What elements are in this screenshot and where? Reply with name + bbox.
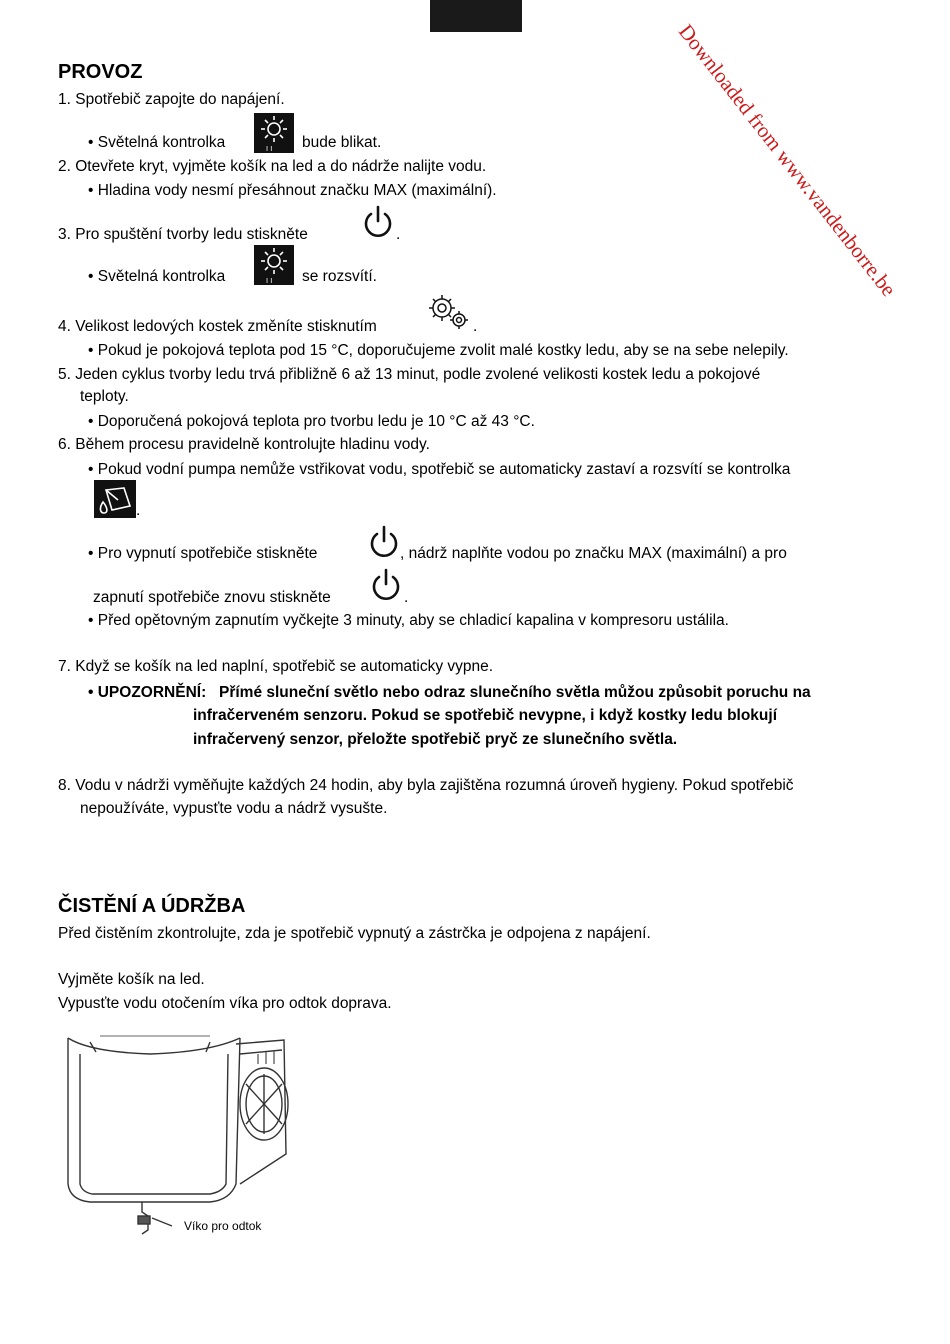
step-3: 3. Pro spuštění tvorby ledu stiskněte — [58, 226, 308, 243]
warning-line-1: Přímé sluneční světlo nebo odraz slunečního světla můžou způsobit poruchu na — [219, 684, 811, 701]
light-indicator-icon — [254, 113, 294, 153]
step-4-end: . — [473, 318, 478, 335]
step-2-note: • Hladina vody nesmí přesáhnout značku MAX (maximální). — [88, 182, 497, 199]
step-6-note-2-cont: zapnutí spotřebiče znovu stiskněte — [93, 589, 331, 606]
step-5: 5. Jeden cyklus tvorby ledu trvá přibližně 6 až 13 minut, podle zvolené velikosti kostek ledu a pokojové — [58, 366, 761, 383]
warning-line-3: infračervený senzor, přeložte spotřebič pryč ze slunečního světla. — [193, 731, 678, 748]
step-6-note-2-end: , nádrž naplňte vodou po značku MAX (maximální) a pro — [400, 545, 787, 562]
step-6: 6. Během procesu pravidelně kontrolujte hladinu vody. — [58, 436, 430, 453]
step-3-end: . — [396, 226, 401, 243]
step-1-note: • Světelná kontrolka — [88, 134, 226, 151]
step-7: 7. Když se košík na led naplní, spotřebič se automaticky vypne. — [58, 658, 494, 675]
watermark: Downloaded from www.vandenborre.be — [673, 19, 901, 301]
step-4-note: • Pokud je pokojová teplota pod 15 °C, doporučujeme zvolit malé kostky ledu, aby se na sebe nelepily. — [88, 342, 789, 359]
step-6-note-1-end: . — [136, 502, 141, 519]
ice-maker-illustration — [60, 1034, 300, 1246]
step-5-cont: teploty. — [80, 388, 129, 405]
step-2: 2. Otevřete kryt, vyjměte košík na led a do nádrže nalijte vodu. — [58, 158, 487, 175]
step-6-note-2: • Pro vypnutí spotřebiče stiskněte — [88, 545, 318, 562]
step-6-note-3: • Před opětovným zapnutím vyčkejte 3 minuty, aby se chladicí kapalina v kompresoru ustálila. — [88, 612, 729, 629]
step-1: 1. Spotřebič zapojte do napájení. — [58, 91, 285, 108]
step-8: 8. Vodu v nádrži vyměňujte každých 24 hodin, aby byla zajištěna rozumná úroveň hygieny. Pokud spotřebič — [58, 777, 794, 794]
section-title-provoz: PROVOZ — [58, 61, 143, 83]
cleaning-paragraph-1: Před čistěním zkontrolujte, zda je spotřebič vypnutý a zástrčka je odpojena z napájení. — [58, 925, 651, 942]
step-3-note: • Světelná kontrolka — [88, 268, 226, 285]
warning-line-2: infračerveném senzoru. Pokud se spotřebič nevypne, i když kostky ledu blokují — [193, 707, 778, 724]
gear-icon — [426, 292, 472, 332]
step-8-cont: nepoužíváte, vypusťte vodu a nádrž vysušte. — [80, 800, 388, 817]
section-title-cisteni: ČISTĚNÍ A ÚDRŽBA — [58, 895, 246, 917]
svg-text:I I: I I — [266, 145, 273, 153]
power-icon — [366, 524, 402, 560]
cleaning-paragraph-2: Vyjměte košík na led. — [58, 971, 205, 988]
power-icon — [368, 567, 404, 603]
step-4: 4. Velikost ledových kostek změníte stisknutím — [58, 318, 377, 335]
step-6-note-1: • Pokud vodní pumpa nemůže vstřikovat vodu, spotřebič se automaticky zastaví a rozsvítí se kontrolka — [88, 461, 791, 478]
warning-label: • UPOZORNĚNÍ: — [88, 684, 207, 701]
step-3-note-end: se rozsvítí. — [302, 268, 377, 285]
light-indicator-icon — [254, 245, 294, 285]
svg-text:I I: I I — [266, 277, 273, 285]
step-6-note-2-cont-end: . — [404, 589, 409, 606]
cleaning-paragraph-3: Vypusťte vodu otočením víka pro odtok doprava. — [58, 995, 392, 1012]
drain-cap-label: Víko pro odtok — [184, 1219, 262, 1233]
step-5-note: • Doporučená pokojová teplota pro tvorbu ledu je 10 °C až 43 °C. — [88, 413, 535, 430]
step-1-note-end: bude blikat. — [302, 134, 382, 151]
power-icon — [360, 204, 396, 240]
water-shortage-icon — [94, 480, 136, 518]
page-header-bar — [430, 0, 522, 32]
